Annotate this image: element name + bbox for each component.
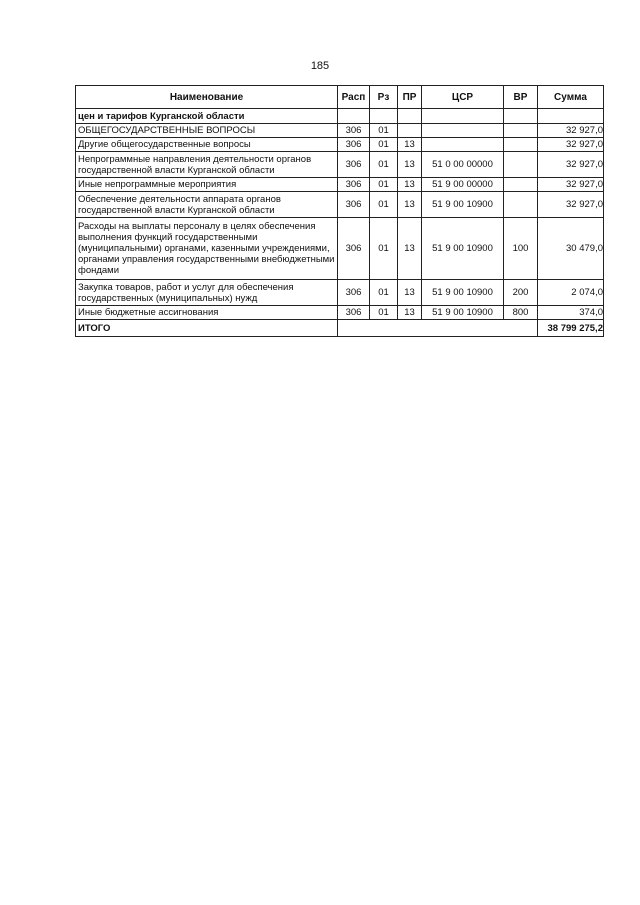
row-vr: 100 [504, 218, 538, 280]
row-name: Иные бюджетные ассигнования [76, 306, 338, 320]
table-row [76, 124, 604, 138]
row-rasp: 306 [338, 280, 370, 306]
row-rasp: 306 [338, 306, 370, 320]
total-row [76, 320, 604, 337]
row-vr [504, 138, 538, 152]
row-sum: 30 479,0 [538, 218, 604, 280]
row-csr: 51 9 00 00000 [422, 178, 504, 192]
row-csr: 51 9 00 10900 [422, 280, 504, 306]
row-pr: 13 [398, 218, 422, 280]
row-csr [422, 124, 504, 138]
header-name: Наименование [76, 86, 338, 109]
row-csr: 51 0 00 00000 [422, 152, 504, 178]
header-sum: Сумма [538, 86, 604, 109]
total-sum: 38 799 275,2 [538, 320, 604, 337]
row-rasp: 306 [338, 178, 370, 192]
row-vr: 200 [504, 280, 538, 306]
table-row [76, 280, 604, 306]
row-pr: 13 [398, 152, 422, 178]
row-csr [422, 138, 504, 152]
header-vr: ВР [504, 86, 538, 109]
row-rz: 01 [370, 192, 398, 218]
row-name: Закупка товаров, работ и услуг для обеспечения государственных (муниципальных) нужд [76, 280, 338, 306]
header-csr: ЦСР [422, 86, 504, 109]
row-sum: 32 927,0 [538, 138, 604, 152]
row-csr: 51 9 00 10900 [422, 218, 504, 280]
row-rasp: 306 [338, 138, 370, 152]
row-sum: 32 927,0 [538, 192, 604, 218]
row-pr: 13 [398, 280, 422, 306]
row-sum: 32 927,0 [538, 152, 604, 178]
row-rz: 01 [370, 306, 398, 320]
row-rz: 01 [370, 138, 398, 152]
header-rasp: Расп [338, 86, 370, 109]
row-rasp: 306 [338, 152, 370, 178]
header-pr: ПР [398, 86, 422, 109]
row-rz: 01 [370, 218, 398, 280]
total-label: ИТОГО [76, 320, 338, 337]
table-header-row [76, 86, 604, 109]
row-name: Иные непрограммные мероприятия [76, 178, 338, 192]
row-name: Непрограммные направления деятельности органов государственной власти Курганской области [76, 152, 338, 178]
row-pr: 13 [398, 178, 422, 192]
row-rz: 01 [370, 178, 398, 192]
row-pr: 13 [398, 138, 422, 152]
budget-table [75, 85, 604, 337]
table-row [76, 192, 604, 218]
row-vr [504, 152, 538, 178]
header-rz: Рз [370, 86, 398, 109]
row-pr [398, 124, 422, 138]
section-title: цен и тарифов Курганской области [76, 109, 338, 124]
table-row [76, 152, 604, 178]
row-vr [504, 124, 538, 138]
row-name: ОБЩЕГОСУДАРСТВЕННЫЕ ВОПРОСЫ [76, 124, 338, 138]
row-rasp: 306 [338, 124, 370, 138]
row-rz: 01 [370, 152, 398, 178]
row-name: Расходы на выплаты персоналу в целях обеспечения выполнения функций государственными (муниципальными) органами, казенными учреждениями, органами управления государственными внебюджетными фондами [76, 218, 338, 280]
table-row [76, 306, 604, 320]
row-pr: 13 [398, 306, 422, 320]
row-rz: 01 [370, 280, 398, 306]
row-sum: 32 927,0 [538, 178, 604, 192]
row-csr: 51 9 00 10900 [422, 192, 504, 218]
row-rasp: 306 [338, 218, 370, 280]
row-sum: 374,0 [538, 306, 604, 320]
row-csr: 51 9 00 10900 [422, 306, 504, 320]
row-vr: 800 [504, 306, 538, 320]
row-name: Другие общегосударственные вопросы [76, 138, 338, 152]
row-rz: 01 [370, 124, 398, 138]
section-row [76, 109, 604, 124]
table-row [76, 138, 604, 152]
row-rasp: 306 [338, 192, 370, 218]
row-vr [504, 178, 538, 192]
page-number: 185 [310, 60, 330, 72]
row-vr [504, 192, 538, 218]
row-sum: 2 074,0 [538, 280, 604, 306]
row-sum: 32 927,0 [538, 124, 604, 138]
row-name: Обеспечение деятельности аппарата органов государственной власти Курганской области [76, 192, 338, 218]
table-row [76, 218, 604, 280]
table-row [76, 178, 604, 192]
row-pr: 13 [398, 192, 422, 218]
